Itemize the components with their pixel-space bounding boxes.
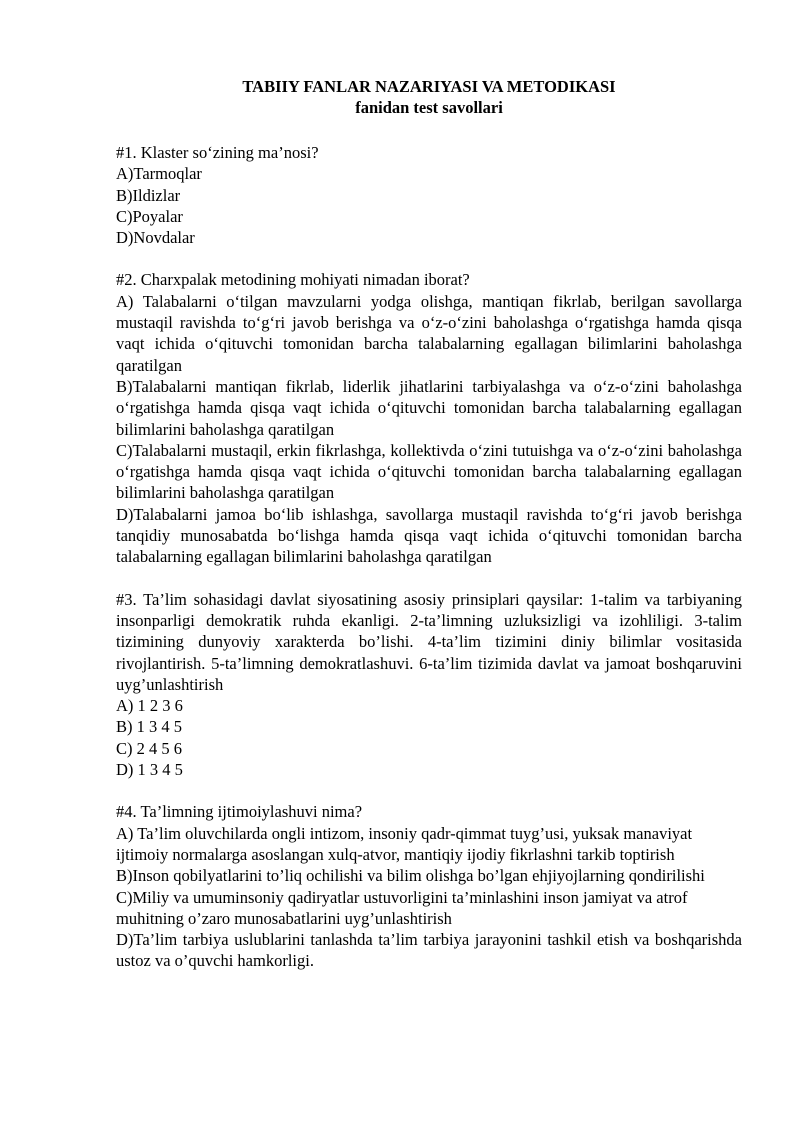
option-a: A) Ta’lim oluvchilarda ongli intizom, insoniy qadr-qimmat tuyg’usi, yuksak manaviyat ijtimoiy normalarga asoslangan xulq-atvor, mantiqiy ijodiy fikrlashni tarkib toptirish (116, 823, 693, 864)
question-text: #2. Charxpalak metodining mohiyati nimadan iborat? (116, 270, 470, 290)
option-d: D)Ta’lim tarbiya uslublarini tanlashda ta’lim tarbiya jarayonini tashkil etish va boshqarishda ustoz va o’quvchi hamkorligi. (116, 930, 742, 971)
option-d: D)Novdalar (116, 228, 195, 248)
question-1 (116, 142, 742, 248)
option-d: D)Talabalarni jamoa bo‘lib ishlashga, savollarga mustaqil ravishda to‘g‘ri javob berishga tanqidiy munosabatda bo‘lishga hamda qisqa vaqt ichida o‘qituvchi tomonidan barcha talabalarning egallagan bilimlarini baholashga qaratilgan (116, 504, 742, 567)
document-header (116, 76, 742, 118)
document-subtitle: fanidan test savollari (355, 98, 503, 117)
option-b: B) 1 3 4 5 (116, 717, 182, 737)
option-a: A) Talabalarni o‘tilgan mavzularni yodga olishga, mantiqan fikrlab, berilgan savollarga mustaqil ravishda to‘g‘ri javob berishga va o‘z-o‘zini baholashga o‘rgatishga hamda qisqa vaqt ichida o‘qituvchi tomonidan barcha talabalarning egallagan bilimlarini baholashga qaratilgan (116, 291, 742, 375)
question-2 (116, 269, 742, 567)
option-b: B)Ildizlar (116, 185, 181, 205)
question-4 (116, 801, 742, 971)
option-d: D) 1 3 4 5 (116, 760, 183, 780)
option-c: C) 2 4 5 6 (116, 738, 182, 758)
option-c: C)Miliy va umuminsoniy qadiryatlar ustuvorligini ta’minlashini inson jamiyat va atrof muhitning o’zaro munosabatlarini uyg’unlashtirish (116, 887, 688, 928)
option-a: A)Tarmoqlar (116, 164, 202, 184)
option-c: C)Talabalarni mustaqil, erkin fikrlashga, kollektivda o‘zini tutuishga va o‘z-o‘zini baholashga o‘rgatishga hamda qisqa vaqt ichida o‘qituvchi tomonidan barcha talabalarning egallagan bilimlarini baholashga qaratilgan (116, 440, 742, 503)
option-b: B)Inson qobilyatlarini to’liq ochilishi va bilim olishga bo’lgan ehjiyojlarning qondirilishi (116, 866, 705, 886)
option-a: A) 1 2 3 6 (116, 696, 183, 716)
document-title: TABIIY FANLAR NAZARIYASI VA METODIKASI (242, 77, 616, 96)
option-c: C)Poyalar (116, 206, 183, 226)
question-text: #3. Ta’lim sohasidagi davlat siyosatining asosiy prinsiplari qaysilar: 1-talim va tarbiyaning insonparligi demokratik ruhda ekanligi. 2-ta’limning uzluksizligi va izohliligi. 3-talim tizimining dunyoviy xarakterda bo’lishi. 4-ta’lim tizimini diniy bilimlar vositasida rivojlantirish. 5-ta’limning demokratlashuvi. 6-ta’lim tizimida davlat va jamoat boshqaruvini uyg’unlashtirish (116, 589, 742, 694)
question-text: #1. Klaster so‘zining ma’nosi? (116, 143, 319, 162)
question-text: #4. Ta’limning ijtimoiylashuvi nima? (116, 802, 363, 822)
question-3 (116, 589, 742, 781)
option-b: B)Talabalarni mantiqan fikrlab, liderlik jihatlarini tarbiyalashga va o‘z-o‘zini baholashga o‘rgatishga hamda qisqa vaqt ichida o‘qituvchi tomonidan barcha talabalarning egallagan bilimlarini baholashga qaratilgan (116, 376, 742, 439)
